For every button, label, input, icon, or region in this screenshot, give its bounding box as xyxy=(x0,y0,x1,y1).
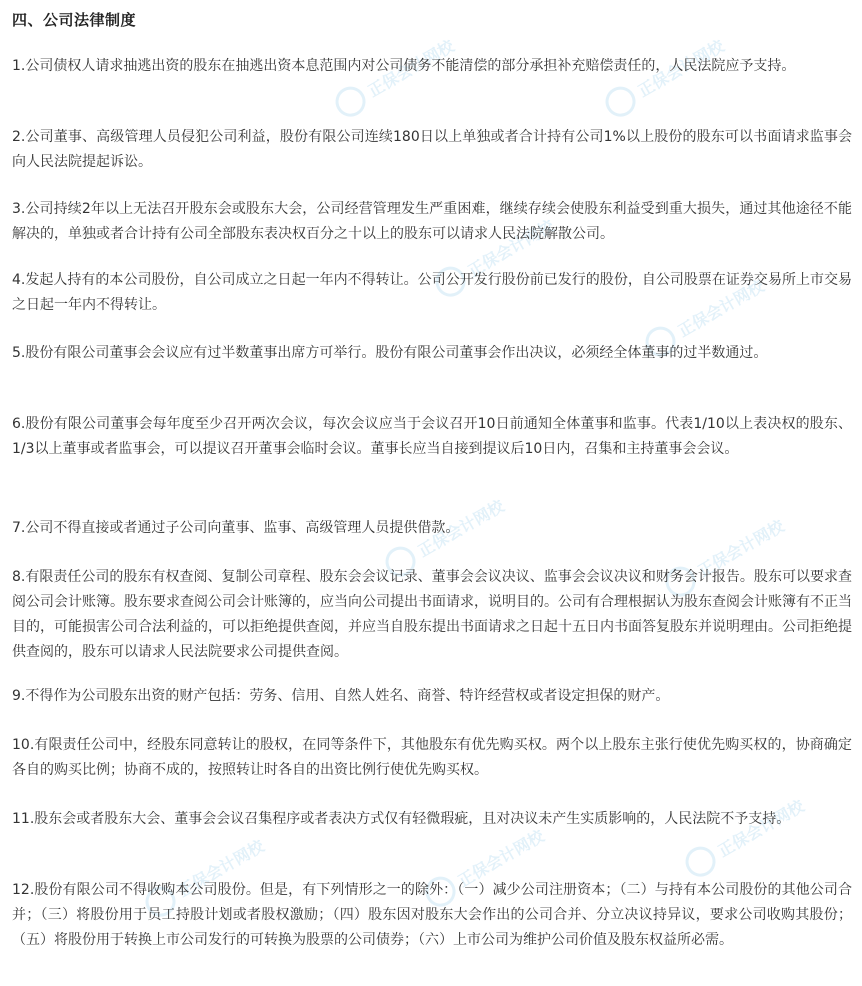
watermark-text: 正保会计网校 xyxy=(454,826,548,891)
law-item-2: 2.公司董事、高级管理人员侵犯公司利益，股份有限公司连续180日以上单独或者合计持有公司1%以上股份的股东可以书面请求监事会向人民法院提起诉讼。 xyxy=(12,129,852,170)
watermark-logo xyxy=(328,33,458,128)
watermark-text: 正保会计网校 xyxy=(694,516,788,581)
law-item-1: 1.公司债权人请求抽逃出资的股东在抽逃出资本息范围内对公司债务不能清偿的部分承担补充赔偿责任的，人民法院应予支持。 xyxy=(12,58,796,74)
law-item-4: 4.发起人持有的本公司股份，自公司成立之日起一年内不得转让。公司公开发行股份前已发行的股份，自公司股票在证券交易所上市交易之日起一年内不得转让。 xyxy=(12,272,852,313)
watermark-text: 正保会计网校 xyxy=(674,276,768,341)
law-item-7: 7.公司不得直接或者通过子公司向董事、监事、高级管理人员提供借款。 xyxy=(12,520,460,536)
watermark-circle-icon xyxy=(330,81,371,122)
watermark-text: 正保会计网校 xyxy=(414,496,508,561)
law-item-8: 8.有限责任公司的股东有权查阅、复制公司章程、股东会会议记录、董事会会议决议、监事会会议决议和财务会计报告。股东可以要求查阅公司会计账簿。股东要求查阅公司会计账簿的，应当向公司提出书面请求，说明目的。公司有合理根据认为股东查阅会计账簿有不正当目的，可能损害公司合法利益的，可以拒绝提供查阅，并应当自股东提出书面请求之日起十五日内书面答复股东并说明理由。公司拒绝提供查阅的，股东可以请求人民法院要求公司提供查阅。 xyxy=(12,569,852,660)
watermark-circle-icon xyxy=(680,841,721,882)
law-item-6: 6.股份有限公司董事会每年度至少召开两次会议，每次会议应当于会议召开10日前通知全体董事和监事。代表1/10以上表决权的股东、1/3以上董事或者监事会，可以提议召开董事会临时会议。董事长应当自接到提议后10日内，召集和主持董事会会议。 xyxy=(12,416,852,457)
law-item-5: 5.股份有限公司董事会会议应有过半数董事出席方可举行。股份有限公司董事会作出决议，必须经全体董事的过半数通过。 xyxy=(12,345,768,361)
section-title: 四、公司法律制度 xyxy=(12,11,137,29)
watermark-text: 正保会计网校 xyxy=(714,796,808,861)
watermark-text: 正保会计网校 xyxy=(464,216,558,281)
watermark-logo xyxy=(598,33,728,128)
law-item-12: 12.股份有限公司不得收购本公司股份。但是，有下列情形之一的除外：（一）减少公司注册资本；（二）与持有本公司股份的其他公司合并；（三）将股份用于员工持股计划或者股权激励；（四）股东因对股东大会作出的公司合并、分立决议持异议，要求公司收购其股份；（五）将股份用于转换上市公司发行的可转换为股票的公司债券；（六）上市公司为维护公司价值及股东权益所必需。 xyxy=(12,882,852,948)
law-item-3: 3.公司持续2年以上无法召开股东会或股东大会，公司经营管理发生严重困难，继续存续会使股东利益受到重大损失，通过其他途径不能解决的，单独或者合计持有公司全部股东表决权百分之十以上的股东可以请求人民法院解散公司。 xyxy=(12,201,852,242)
watermark-text: 正保会计网校 xyxy=(364,36,458,101)
watermark-circle-icon xyxy=(600,81,641,122)
law-item-11: 11.股东会或者股东大会、董事会会议召集程序或者表决方式仅有轻微瑕疵，且对决议未产生实质影响的，人民法院不予支持。 xyxy=(12,811,791,827)
law-item-10: 10.有限责任公司中，经股东同意转让的股权，在同等条件下，其他股东有优先购买权。两个以上股东主张行使优先购买权的，协商确定各自的购买比例；协商不成的，按照转让时各自的出资比例行使优先购买权。 xyxy=(12,737,852,778)
law-item-9: 9.不得作为公司股东出资的财产包括：劳务、信用、自然人姓名、商誉、特许经营权或者设定担保的财产。 xyxy=(12,688,670,704)
watermark-text: 正保会计网校 xyxy=(634,36,728,101)
watermark-text: 正保会计网校 xyxy=(174,836,268,901)
